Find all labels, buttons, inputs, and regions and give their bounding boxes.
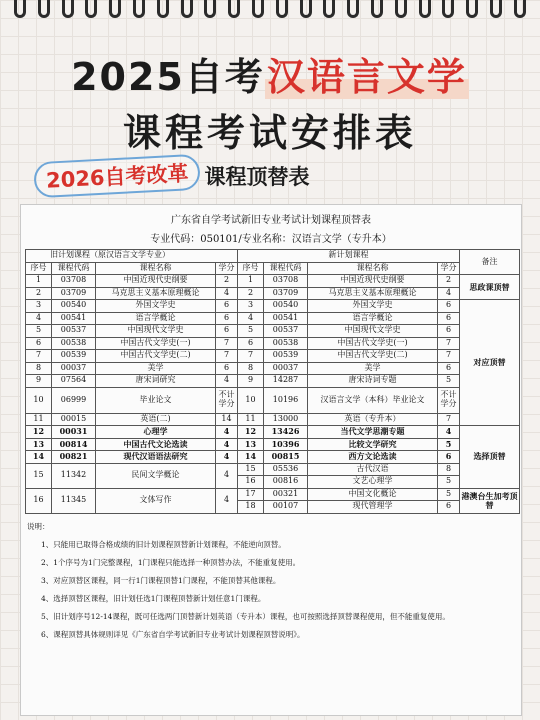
table-cell: 12 — [238, 426, 264, 439]
table-cell: 13426 — [264, 426, 308, 439]
spiral-ring — [442, 0, 454, 18]
table-row — [26, 463, 520, 476]
table-cell: 00539 — [52, 350, 96, 363]
table-cell: 00541 — [264, 312, 308, 325]
table-cell: 3 — [238, 300, 264, 313]
table-cell: 1 — [238, 275, 264, 288]
col-seq: 序号 — [26, 262, 52, 275]
table-cell: 03708 — [52, 275, 96, 288]
table-cell: 10196 — [264, 387, 308, 413]
table-cell: 10396 — [264, 438, 308, 451]
table-cell: 当代文学思潮专题 — [308, 426, 438, 439]
spiral-ring — [85, 0, 97, 18]
spiral-ring — [252, 0, 264, 18]
table-row — [26, 325, 520, 338]
table-cell: 14 — [216, 413, 238, 426]
table-cell: 8 — [26, 362, 52, 375]
notes-title: 说明： — [27, 521, 50, 531]
table-cell: 10 — [238, 387, 264, 413]
remark-cell: 港澳台生加考顶替 — [460, 488, 520, 513]
table-cell: 00540 — [52, 300, 96, 313]
table-cell: 5 — [26, 325, 52, 338]
table-cell: 7 — [438, 350, 460, 363]
remark-header: 备注 — [460, 250, 520, 275]
note-item: 3、对应顶替区课程，同一行1门课程顶替1门课程，不能顶替其他课程。 — [41, 575, 281, 585]
table-row — [26, 300, 520, 313]
table-row — [26, 375, 520, 388]
table-cell: 6 — [438, 325, 460, 338]
table-cell: 语言学概论 — [96, 312, 216, 325]
table-cell: 西方文论选读 — [308, 451, 438, 464]
table-cell: 00814 — [52, 438, 96, 451]
col-name: 课程名称 — [96, 262, 216, 275]
table-cell: 中国文化概论 — [308, 488, 438, 501]
table-cell: 中国古代文学史(一) — [96, 337, 216, 350]
table-row — [26, 337, 520, 350]
table-cell: 11 — [238, 413, 264, 426]
spiral-ring — [371, 0, 383, 18]
table-cell: 中国古代文学史(二) — [308, 350, 438, 363]
table-cell: 古代汉语 — [308, 463, 438, 476]
spiral-ring — [204, 0, 216, 18]
new-plan-header: 新计划课程 — [238, 250, 460, 263]
spiral-ring — [323, 0, 335, 18]
col-seq: 序号 — [238, 262, 264, 275]
table-cell: 7 — [438, 413, 460, 426]
table-cell: 6 — [438, 451, 460, 464]
table-cell: 15 — [26, 463, 52, 488]
page-subtitle: 课程考试安排表 — [122, 111, 417, 155]
table-cell: 中国古代文论选读 — [96, 438, 216, 451]
note-item: 2、1个序号为1门完整课程，1门课程只能选择一种顶替办法，不能重复使用。 — [41, 557, 301, 567]
spiral-ring — [181, 0, 193, 18]
spiral-ring — [419, 0, 431, 18]
table-cell: 马克思主义基本原理概论 — [308, 287, 438, 300]
table-cell: 6 — [438, 501, 460, 514]
table-row — [26, 275, 520, 288]
table-cell: 民间文学概论 — [96, 463, 216, 488]
remark-cell: 对应顶替 — [460, 300, 520, 426]
page-title: 2025自考汉语言文学 — [71, 55, 467, 99]
table-cell: 7 — [216, 337, 238, 350]
table-cell: 14 — [238, 451, 264, 464]
table-cell: 6 — [26, 337, 52, 350]
table-cell: 中国现代文学史 — [96, 325, 216, 338]
document-title: 广东省自学考试新旧专业考试计划课程顶替表 — [171, 215, 371, 226]
table-cell: 00816 — [264, 476, 308, 489]
table-cell: 13 — [26, 438, 52, 451]
table-cell: 11345 — [52, 488, 96, 513]
table-cell: 3 — [26, 300, 52, 313]
table-cell: 文体写作 — [96, 488, 216, 513]
table-cell: 中国古代文学史(二) — [96, 350, 216, 363]
table-cell: 中国近现代史纲要 — [96, 275, 216, 288]
col-credit: 学分 — [438, 262, 460, 275]
table-cell: 00037 — [264, 362, 308, 375]
table-cell: 00031 — [52, 426, 96, 439]
table-cell: 00821 — [52, 451, 96, 464]
table-cell: 4 — [216, 375, 238, 388]
table-cell: 1 — [26, 275, 52, 288]
table-cell: 9 — [238, 375, 264, 388]
table-cell: 4 — [216, 488, 238, 513]
table-cell: 7 — [438, 337, 460, 350]
table-cell: 8 — [438, 463, 460, 476]
table-cell: 12 — [26, 426, 52, 439]
table-cell: 4 — [216, 426, 238, 439]
spiral-ring — [395, 0, 407, 18]
table-row — [26, 387, 520, 413]
table-cell: 4 — [216, 463, 238, 488]
table-cell: 16 — [26, 488, 52, 513]
table-row — [26, 413, 520, 426]
table-cell: 比较文学研究 — [308, 438, 438, 451]
table-cell: 4 — [238, 312, 264, 325]
table-cell: 2 — [216, 275, 238, 288]
table-cell: 14 — [26, 451, 52, 464]
table-cell: 03709 — [264, 287, 308, 300]
table-cell: 6 — [238, 337, 264, 350]
table-cell: 4 — [26, 312, 52, 325]
table-cell: 16 — [238, 476, 264, 489]
spiral-ring — [157, 0, 169, 18]
table-cell: 美学 — [96, 362, 216, 375]
table-cell: 语言学概论 — [308, 312, 438, 325]
table-row — [26, 362, 520, 375]
table-cell: 00321 — [264, 488, 308, 501]
table-cell: 唐宋诗词专题 — [308, 375, 438, 388]
table-cell: 4 — [438, 287, 460, 300]
replacement-document — [20, 204, 522, 716]
spiral-ring — [38, 0, 50, 18]
table-cell: 00540 — [264, 300, 308, 313]
table-cell: 外国文学史 — [96, 300, 216, 313]
table-cell: 7 — [216, 350, 238, 363]
table-cell: 00107 — [264, 501, 308, 514]
remark-cell: 思政课顶替 — [460, 275, 520, 300]
notebook-spiral — [14, 0, 526, 28]
table-row — [26, 438, 520, 451]
table-cell: 10 — [26, 387, 52, 413]
table-cell: 美学 — [308, 362, 438, 375]
spiral-ring — [276, 0, 288, 18]
col-name: 课程名称 — [308, 262, 438, 275]
table-cell: 8 — [238, 362, 264, 375]
note-item: 6、课程顶替具体规则详见《广东省自学考试新旧专业考试计划课程顶替说明》。 — [41, 629, 305, 639]
table-cell: 11342 — [52, 463, 96, 488]
table-cell: 4 — [216, 451, 238, 464]
table-cell: 不计学分 — [216, 387, 238, 413]
table-cell: 6 — [216, 362, 238, 375]
spiral-ring — [347, 0, 359, 18]
table-cell: 2 — [438, 275, 460, 288]
table-cell: 中国现代文学史 — [308, 325, 438, 338]
table-cell: 00538 — [52, 337, 96, 350]
table-cell: 5 — [438, 375, 460, 388]
table-cell: 05536 — [264, 463, 308, 476]
table-cell: 00541 — [52, 312, 96, 325]
col-credit: 学分 — [216, 262, 238, 275]
table-cell: 00537 — [52, 325, 96, 338]
reform-text: 课程顶替表 — [204, 165, 310, 189]
table-cell: 4 — [438, 426, 460, 439]
table-cell: 17 — [238, 488, 264, 501]
reform-heading — [34, 158, 309, 194]
table-cell: 13 — [238, 438, 264, 451]
table-cell: 马克思主义基本原理概论 — [96, 287, 216, 300]
spiral-ring — [14, 0, 26, 18]
spiral-ring — [490, 0, 502, 18]
replacement-table — [25, 249, 520, 514]
spiral-ring — [62, 0, 74, 18]
table-cell: 15 — [238, 463, 264, 476]
remark-cell: 选择顶替 — [460, 426, 520, 489]
table-cell: 00037 — [52, 362, 96, 375]
table-cell: 英语（专升本） — [308, 413, 438, 426]
table-cell: 心理学 — [96, 426, 216, 439]
table-cell: 7 — [238, 350, 264, 363]
table-row — [26, 312, 520, 325]
spiral-ring — [466, 0, 478, 18]
spiral-ring — [109, 0, 121, 18]
table-cell: 18 — [238, 501, 264, 514]
table-row — [26, 287, 520, 300]
table-row — [26, 451, 520, 464]
table-cell: 5 — [438, 488, 460, 501]
table-cell: 唐宋词研究 — [96, 375, 216, 388]
table-cell: 外国文学史 — [308, 300, 438, 313]
table-cell: 6 — [216, 325, 238, 338]
table-body — [26, 275, 520, 514]
table-cell: 文艺心理学 — [308, 476, 438, 489]
notes-section — [27, 518, 521, 644]
table-row — [26, 488, 520, 501]
col-code: 课程代码 — [52, 262, 96, 275]
table-cell: 6 — [438, 362, 460, 375]
col-code: 课程代码 — [264, 262, 308, 275]
table-cell: 5 — [438, 476, 460, 489]
table-cell: 5 — [238, 325, 264, 338]
table-cell: 14287 — [264, 375, 308, 388]
spiral-ring — [228, 0, 240, 18]
spiral-ring — [514, 0, 526, 18]
table-cell: 03708 — [264, 275, 308, 288]
note-item: 4、选择顶替区课程，旧计划任选1门课程顶替新计划任意1门课程。 — [41, 593, 266, 603]
title-highlight: 汉语言文学 — [266, 55, 467, 99]
spiral-ring — [300, 0, 312, 18]
table-cell: 06999 — [52, 387, 96, 413]
table-cell: 不计学分 — [438, 387, 460, 413]
table-cell: 00538 — [264, 337, 308, 350]
table-cell: 现代管理学 — [308, 501, 438, 514]
table-cell: 03709 — [52, 287, 96, 300]
table-row — [26, 350, 520, 363]
table-cell: 9 — [26, 375, 52, 388]
table-cell: 00815 — [264, 451, 308, 464]
table-cell: 毕业论文 — [96, 387, 216, 413]
table-cell: 11 — [26, 413, 52, 426]
table-cell: 5 — [438, 438, 460, 451]
table-cell: 2 — [238, 287, 264, 300]
table-cell: 4 — [216, 438, 238, 451]
table-cell: 6 — [438, 312, 460, 325]
table-cell: 6 — [216, 312, 238, 325]
table-cell: 2 — [26, 287, 52, 300]
note-item: 1、只能用已取得合格成绩的旧计划课程顶替新计划课程，不能逆向顶替。 — [41, 539, 286, 549]
table-cell: 00537 — [264, 325, 308, 338]
table-cell: 英语(二) — [96, 413, 216, 426]
table-row — [26, 426, 520, 439]
table-cell: 6 — [438, 300, 460, 313]
table-cell: 中国古代文学史(一) — [308, 337, 438, 350]
table-cell: 07564 — [52, 375, 96, 388]
table-cell: 13000 — [264, 413, 308, 426]
table-cell: 现代汉语语法研究 — [96, 451, 216, 464]
note-item: 5、旧计划序号12-14课程，既可任选两门顶替新计划英语（专升本）课程，也可按照选择顶替课程使用，但不能重复使用。 — [41, 611, 450, 621]
table-cell: 6 — [216, 300, 238, 313]
spiral-ring — [133, 0, 145, 18]
table-cell: 7 — [26, 350, 52, 363]
table-cell: 00015 — [52, 413, 96, 426]
reform-badge: 2026自考改革 — [33, 154, 201, 199]
old-plan-header: 旧计划课程（原汉语言文学专业） — [26, 250, 238, 263]
table-cell: 汉语言文学（本科）毕业论文 — [308, 387, 438, 413]
document-code-line: 专业代码：050101/专业名称：汉语言文学（专升本） — [150, 234, 392, 245]
table-cell: 4 — [216, 287, 238, 300]
table-cell: 中国近现代史纲要 — [308, 275, 438, 288]
table-cell: 00539 — [264, 350, 308, 363]
